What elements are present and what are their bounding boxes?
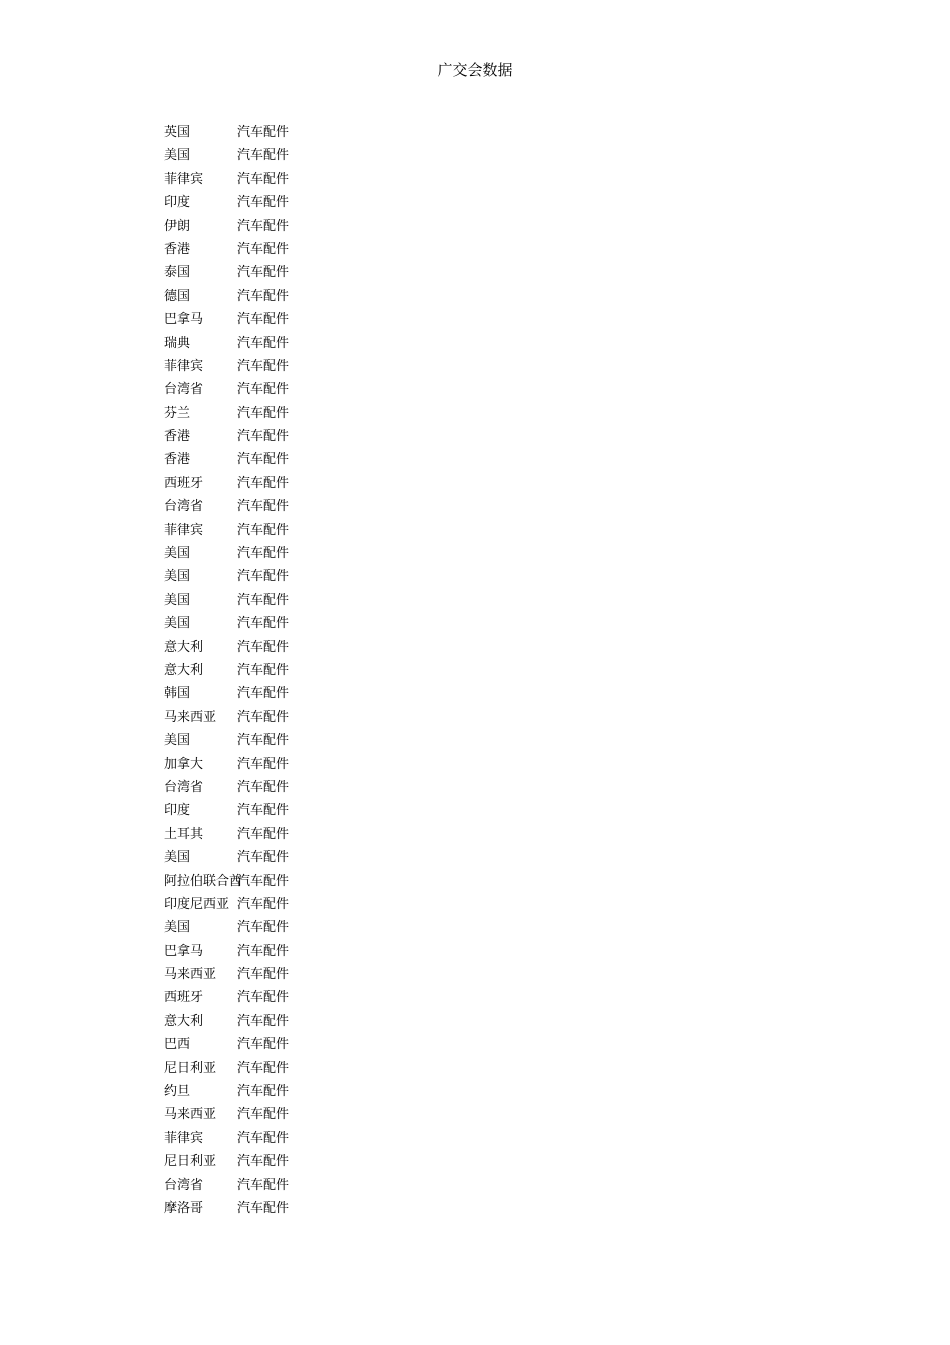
country-cell: 台湾省 xyxy=(164,382,204,398)
table-row xyxy=(164,893,344,916)
table-row xyxy=(164,1010,344,1033)
data-table xyxy=(164,121,344,1220)
country-cell: 土耳其 xyxy=(164,826,204,842)
table-row xyxy=(164,1197,344,1220)
category-cell: 汽车配件 xyxy=(237,1130,290,1146)
category-cell: 汽车配件 xyxy=(237,967,290,983)
category-cell: 汽车配件 xyxy=(237,779,290,795)
category-cell: 汽车配件 xyxy=(237,850,290,866)
category-cell: 汽车配件 xyxy=(237,1200,290,1216)
category-cell: 汽车配件 xyxy=(237,803,290,819)
table-row xyxy=(164,542,344,565)
country-cell: 菲律宾 xyxy=(164,1130,204,1146)
country-cell: 阿拉伯联合酋 xyxy=(164,873,243,889)
category-cell: 汽车配件 xyxy=(237,616,290,632)
table-row xyxy=(164,916,344,939)
country-cell: 意大利 xyxy=(164,662,204,678)
table-row xyxy=(164,1174,344,1197)
table-row xyxy=(164,1127,344,1150)
country-cell: 芬兰 xyxy=(164,405,191,421)
category-cell: 汽车配件 xyxy=(237,241,290,257)
table-row xyxy=(164,753,344,776)
table-row xyxy=(164,472,344,495)
country-cell: 意大利 xyxy=(164,1013,204,1029)
country-cell: 意大利 xyxy=(164,639,204,655)
country-cell: 香港 xyxy=(164,429,191,445)
country-cell: 加拿大 xyxy=(164,756,204,772)
table-row xyxy=(164,636,344,659)
table-row xyxy=(164,986,344,1009)
country-cell: 美国 xyxy=(164,850,191,866)
country-cell: 美国 xyxy=(164,592,191,608)
category-cell: 汽车配件 xyxy=(237,546,290,562)
category-cell: 汽车配件 xyxy=(237,826,290,842)
country-cell: 西班牙 xyxy=(164,475,204,491)
table-row xyxy=(164,285,344,308)
category-cell: 汽车配件 xyxy=(237,429,290,445)
table-row xyxy=(164,1150,344,1173)
country-cell: 菲律宾 xyxy=(164,522,204,538)
table-row xyxy=(164,612,344,635)
country-cell: 西班牙 xyxy=(164,990,204,1006)
country-cell: 美国 xyxy=(164,546,191,562)
category-cell: 汽车配件 xyxy=(237,288,290,304)
table-row xyxy=(164,355,344,378)
country-cell: 瑞典 xyxy=(164,335,191,351)
category-cell: 汽车配件 xyxy=(237,943,290,959)
category-cell: 汽车配件 xyxy=(237,756,290,772)
category-cell: 汽车配件 xyxy=(237,569,290,585)
country-cell: 印度尼西亚 xyxy=(164,896,230,912)
country-cell: 台湾省 xyxy=(164,499,204,515)
category-cell: 汽车配件 xyxy=(237,195,290,211)
country-cell: 菲律宾 xyxy=(164,358,204,374)
table-row xyxy=(164,659,344,682)
table-row xyxy=(164,1057,344,1080)
country-cell: 美国 xyxy=(164,569,191,585)
country-cell: 德国 xyxy=(164,288,191,304)
category-cell: 汽车配件 xyxy=(237,171,290,187)
country-cell: 尼日利亚 xyxy=(164,1154,217,1170)
country-cell: 香港 xyxy=(164,452,191,468)
table-row xyxy=(164,846,344,869)
category-cell: 汽车配件 xyxy=(237,990,290,1006)
category-cell: 汽车配件 xyxy=(237,125,290,140)
table-row xyxy=(164,378,344,401)
category-cell: 汽车配件 xyxy=(237,312,290,328)
category-cell: 汽车配件 xyxy=(237,475,290,491)
category-cell: 汽车配件 xyxy=(237,920,290,936)
country-cell: 伊朗 xyxy=(164,218,191,234)
table-row xyxy=(164,799,344,822)
table-row xyxy=(164,495,344,518)
category-cell: 汽车配件 xyxy=(237,358,290,374)
category-cell: 汽车配件 xyxy=(237,1107,290,1123)
category-cell: 汽车配件 xyxy=(237,873,290,889)
table-row xyxy=(164,402,344,425)
category-cell: 汽车配件 xyxy=(237,148,290,164)
country-cell: 马来西亚 xyxy=(164,709,217,725)
category-cell: 汽车配件 xyxy=(237,592,290,608)
category-cell: 汽车配件 xyxy=(237,452,290,468)
table-row xyxy=(164,425,344,448)
category-cell: 汽车配件 xyxy=(237,335,290,351)
table-row xyxy=(164,589,344,612)
category-cell: 汽车配件 xyxy=(237,639,290,655)
table-row xyxy=(164,940,344,963)
table-row xyxy=(164,308,344,331)
table-row xyxy=(164,565,344,588)
country-cell: 美国 xyxy=(164,616,191,632)
category-cell: 汽车配件 xyxy=(237,1084,290,1100)
table-row xyxy=(164,776,344,799)
category-cell: 汽车配件 xyxy=(237,499,290,515)
country-cell: 摩洛哥 xyxy=(164,1200,204,1216)
table-row xyxy=(164,823,344,846)
country-cell: 美国 xyxy=(164,920,191,936)
category-cell: 汽车配件 xyxy=(237,218,290,234)
country-cell: 马来西亚 xyxy=(164,1107,217,1123)
country-cell: 韩国 xyxy=(164,686,191,702)
country-cell: 台湾省 xyxy=(164,779,204,795)
table-row xyxy=(164,168,344,191)
category-cell: 汽车配件 xyxy=(237,522,290,538)
country-cell: 美国 xyxy=(164,733,191,749)
table-row xyxy=(164,1103,344,1126)
country-cell: 尼日利亚 xyxy=(164,1060,217,1076)
table-row xyxy=(164,1080,344,1103)
table-row xyxy=(164,963,344,986)
category-cell: 汽车配件 xyxy=(237,382,290,398)
table-row xyxy=(164,121,344,144)
country-cell: 巴拿马 xyxy=(164,312,204,328)
page-title: 广交会数据 xyxy=(437,61,513,79)
category-cell: 汽车配件 xyxy=(237,1177,290,1193)
table-row xyxy=(164,729,344,752)
country-cell: 印度 xyxy=(164,803,191,819)
country-cell: 泰国 xyxy=(164,265,191,281)
table-row xyxy=(164,448,344,471)
table-row xyxy=(164,238,344,261)
table-row xyxy=(164,519,344,542)
country-cell: 香港 xyxy=(164,241,191,257)
table-row xyxy=(164,1033,344,1056)
table-row xyxy=(164,682,344,705)
category-cell: 汽车配件 xyxy=(237,686,290,702)
table-row xyxy=(164,215,344,238)
category-cell: 汽车配件 xyxy=(237,1013,290,1029)
category-cell: 汽车配件 xyxy=(237,733,290,749)
country-cell: 英国 xyxy=(164,125,191,140)
country-cell: 印度 xyxy=(164,195,191,211)
table-row xyxy=(164,261,344,284)
country-cell: 巴拿马 xyxy=(164,943,204,959)
category-cell: 汽车配件 xyxy=(237,1037,290,1053)
table-row xyxy=(164,144,344,167)
table-row xyxy=(164,870,344,893)
category-cell: 汽车配件 xyxy=(237,405,290,421)
country-cell: 约旦 xyxy=(164,1084,191,1100)
category-cell: 汽车配件 xyxy=(237,662,290,678)
category-cell: 汽车配件 xyxy=(237,896,290,912)
category-cell: 汽车配件 xyxy=(237,1154,290,1170)
table-row xyxy=(164,332,344,355)
category-cell: 汽车配件 xyxy=(237,709,290,725)
category-cell: 汽车配件 xyxy=(237,265,290,281)
country-cell: 台湾省 xyxy=(164,1177,204,1193)
table-row xyxy=(164,191,344,214)
country-cell: 菲律宾 xyxy=(164,171,204,187)
country-cell: 马来西亚 xyxy=(164,967,217,983)
table-row xyxy=(164,706,344,729)
country-cell: 巴西 xyxy=(164,1037,191,1053)
category-cell: 汽车配件 xyxy=(237,1060,290,1076)
country-cell: 美国 xyxy=(164,148,191,164)
